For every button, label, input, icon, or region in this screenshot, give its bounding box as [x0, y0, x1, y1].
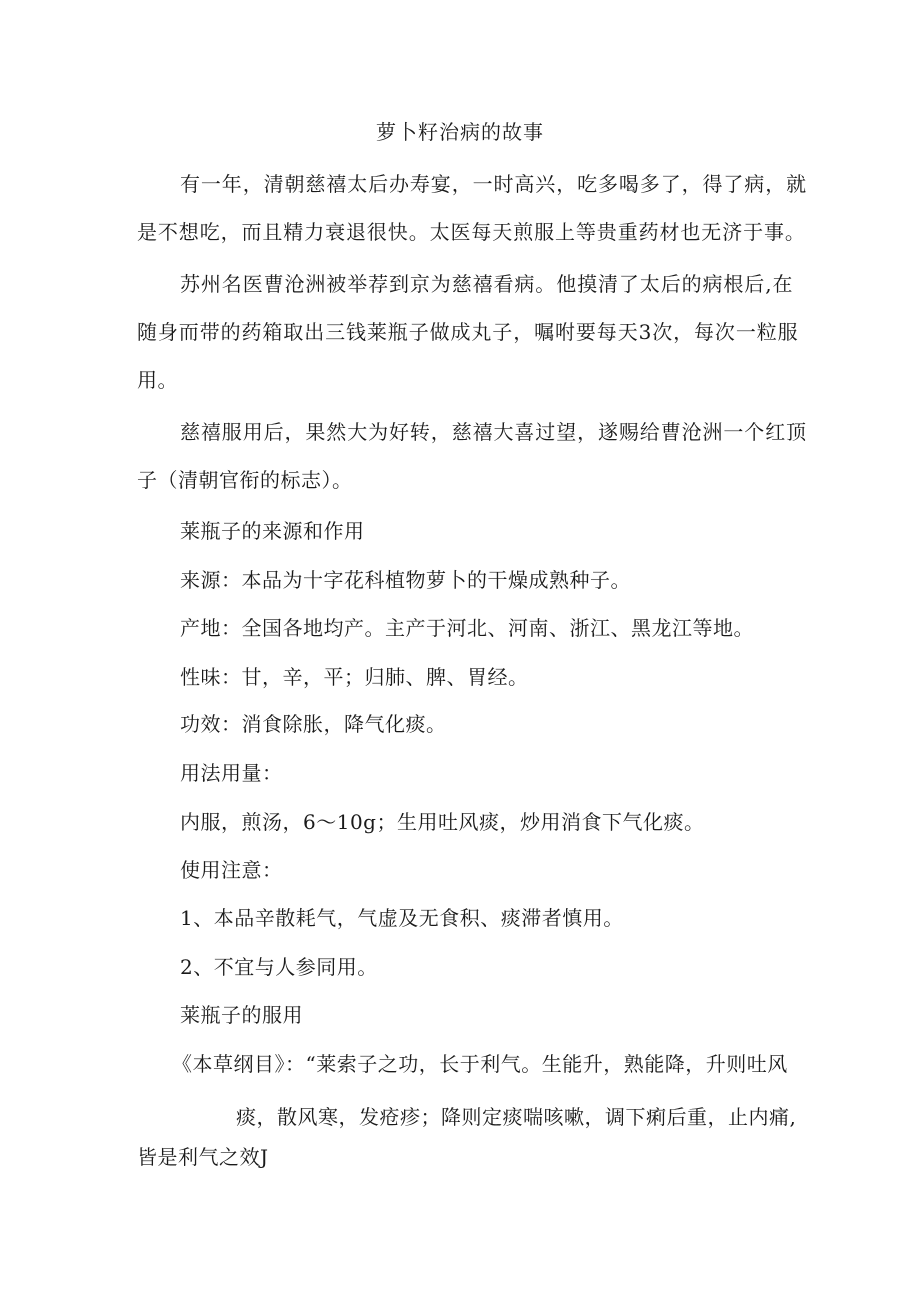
paragraph-line: 内服，煎汤，6～10g；生用吐风痰，炒用消食下气化痰。: [180, 810, 705, 834]
paragraph-line: 用。: [137, 368, 178, 392]
paragraph-line: 用法用量：: [180, 761, 283, 785]
paragraph-line: 是不想吃，而且精力衰退很快。太医每天煎服上等贵重药材也无济于事。: [137, 220, 806, 244]
list-item: 1、本品辛散耗气，气虚及无食积、痰滞者慎用。: [180, 906, 624, 930]
paragraph-line: 随身而带的药箱取出三钱莱瓶子做成丸子，嘱咐要每天3次，每次一粒服: [137, 320, 799, 344]
paragraph-line: 功效：消食除胀，降气化痰。: [180, 712, 447, 736]
paragraph-line: 慈禧服用后，果然大为好转，慈禧大喜过望，遂赐给曹沧洲一个红顶: [180, 420, 807, 444]
quote-line: 痰，散风寒，发疮疹；降则定痰喘咳嗽，调下痢后重，止内痛,: [236, 1105, 797, 1129]
list-item: 2、不宜与人参同用。: [180, 955, 378, 979]
section-heading: 莱瓶子的来源和作用: [180, 519, 365, 543]
paragraph-line: 苏州名医曹沧洲被举荐到京为慈禧看病。他摸清了太后的病根后,在: [180, 272, 794, 296]
section-heading: 莱瓶子的服用: [180, 1003, 303, 1027]
document-title: 萝卜籽治病的故事: [376, 120, 544, 144]
paragraph-line: 子（清朝官衔的标志）。: [137, 468, 353, 492]
quote-line: 《本草纲目》：“莱索子之功，长于利气。生能升，熟能降，升则吐风: [172, 1052, 788, 1076]
paragraph-line: 性味：甘，辛，平；归肺、脾、胃经。: [180, 665, 529, 689]
paragraph-line: 有一年，清朝慈禧太后办寿宴，一时高兴，吃多喝多了，得了病，就: [180, 172, 807, 196]
quote-line: 皆是利气之效J: [137, 1145, 269, 1169]
paragraph-line: 使用注意：: [180, 858, 283, 882]
paragraph-line: 产地：全国各地均产。主产于河北、河南、浙江、黑龙江等地。: [180, 616, 754, 640]
paragraph-line: 来源：本品为十字花科植物萝卜的干燥成熟种子。: [180, 568, 631, 592]
